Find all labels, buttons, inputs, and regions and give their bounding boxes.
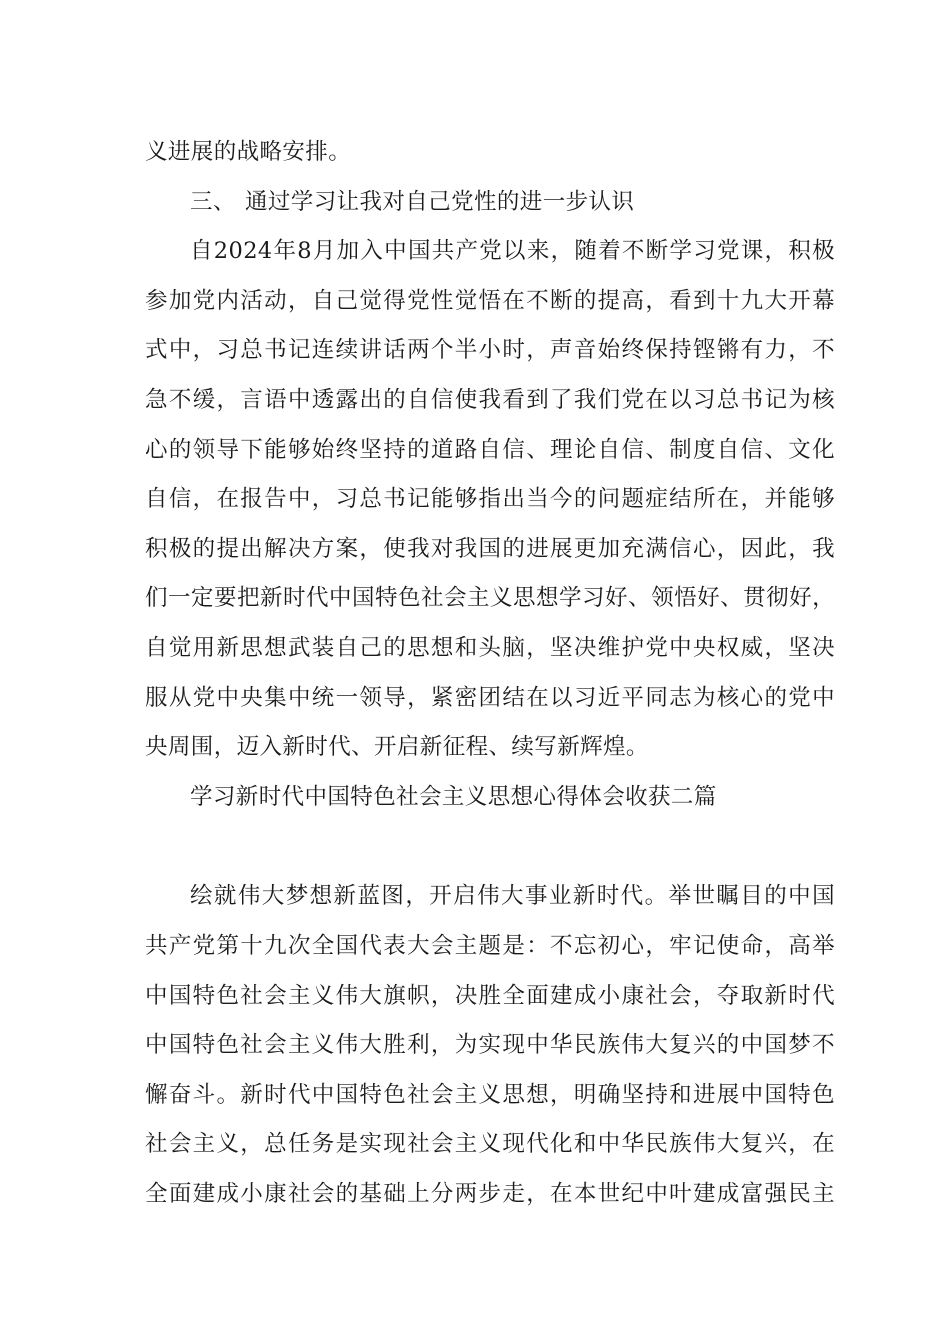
heading-number: 三、 [190,188,236,215]
paragraph-line: 急不缓，言语中透露出的自信使我看到了我们党在以习总书记为核 [145,386,835,413]
paragraph-line: 全面建成小康社会的基础上分两步走，在本世纪中叶建成富强民主 [145,1180,835,1207]
paragraph-line: 服从党中央集中统一领导，紧密团结在以习近平同志为核心的党中 [145,684,835,711]
paragraph-line: 绘就伟大梦想新蓝图，开启伟大事业新时代。举世瞩目的中国 [190,883,835,910]
paragraph-line: 心的领导下能够始终坚持的道路自信、理论自信、制度自信、文化 [145,436,835,463]
paragraph-line: 自信，在报告中，习总书记能够指出当今的问题症结所在，并能够 [145,486,835,513]
paragraph-line: 积极的提出解决方案，使我对我国的进展更加充满信心，因此，我 [145,535,835,562]
paragraph-line: 式中，习总书记连续讲话两个半小时，声音始终保持铿锵有力，不 [145,337,835,364]
paragraph-line: 社会主义，总任务是实现社会主义现代化和中华民族伟大复兴，在 [145,1131,835,1158]
section-title: 学习新时代中国特色社会主义思想心得体会收获二篇 [190,783,717,810]
paragraph-line: 参加党内活动，自己觉得党性觉悟在不断的提高，看到十九大开幕 [145,287,835,314]
heading-text: 通过学习让我对自己党性的进一步认识 [245,188,635,215]
paragraph-line: 义进展的战略安排。 [145,139,352,165]
paragraph-2 [145,872,835,1219]
paragraph-line: 共产党第十九次全国代表大会主题是：不忘初心，牢记使命，高举 [145,932,835,959]
blank-line [145,822,835,872]
paragraph-line: 央周围，迈入新时代、开启新征程、续写新辉煌。 [145,734,649,761]
paragraph-line: 懈奋斗。新时代中国特色社会主义思想，明确坚持和进展中国特色 [145,1081,835,1108]
document-page [145,128,835,1219]
paragraph-line: 中国特色社会主义伟大胜利，为实现中华民族伟大复兴的中国梦不 [145,1032,835,1059]
paragraph-line: 中国特色社会主义伟大旗帜，决胜全面建成小康社会，夺取新时代 [145,982,835,1009]
paragraph-line: 自2024年8月加入中国共产党以来，随着不断学习党课，积极 [190,238,835,265]
section-heading-3 [145,178,835,228]
paragraph-1 [145,227,835,773]
paragraph-line: 自觉用新思想武装自己的思想和头脑，坚决维护党中央权威，坚决 [145,634,835,661]
paragraph-line: 们一定要把新时代中国特色社会主义思想学习好、领悟好、贯彻好， [145,585,835,612]
